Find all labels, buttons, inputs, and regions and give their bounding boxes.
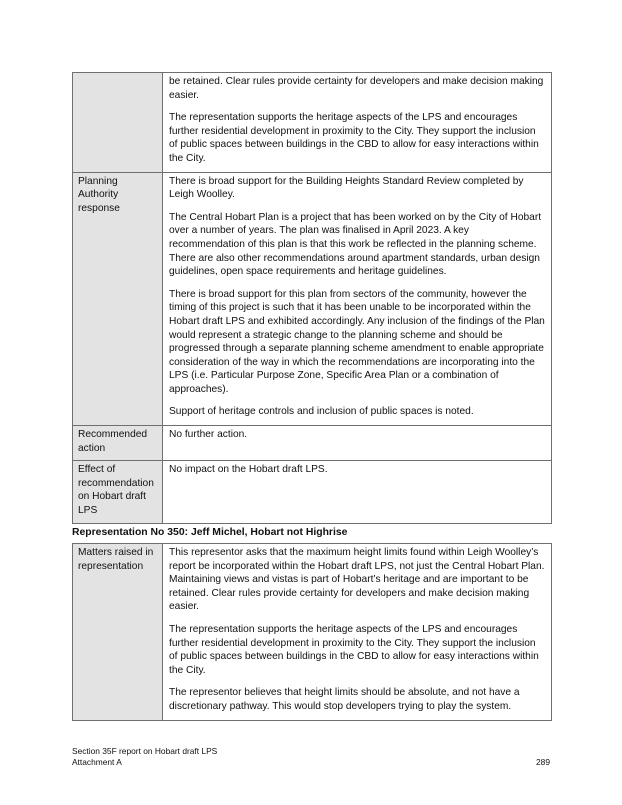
representation-heading: Representation No 350: Jeff Michel, Hobart not Highrise (72, 527, 348, 538)
row-label-planning-authority-response: Planning Authority response (73, 172, 163, 426)
row-label (73, 73, 163, 173)
footer-attachment: Attachment A (72, 757, 122, 767)
paragraph: No further action. (169, 429, 248, 441)
row-label-recommended-action: Recommended action (73, 426, 163, 461)
page-footer (72, 746, 217, 768)
row-label-effect-of-recommendation: Effect of recommendation on Hobart draft LPS (73, 461, 163, 524)
row-content (163, 544, 552, 721)
page-number: 289 (536, 757, 550, 767)
paragraph: The Central Hobart Plan is a project that has been worked on by the City of Hobart over a number of years. The plan was finalised in April 2023. A key recommendation of this plan is that this work be reflected in the planning scheme. There are also other recommendations around apartment standards, urban design guidelines, open space requirements and heritage guidelines. (169, 211, 542, 278)
paragraph: Support of heritage controls and inclusion of public spaces is noted. (169, 406, 474, 418)
paragraph: This representor asks that the maximum height limits found within Leigh Woolley’s report be incorporated within the Hobart draft LPS, not just the Central Hobart Plan. Maintaining views and vistas is part of Hobart’s heritage and are important to be retained. Clear rules provide certainty for developers and make decision making easier. (169, 547, 545, 613)
row-content (163, 426, 552, 461)
row-content (163, 73, 552, 173)
footer-report-title: Section 35F report on Hobart draft LPS (72, 746, 218, 756)
table-row (73, 73, 552, 173)
paragraph: The representation supports the heritage aspects of the LPS and encourages further residential development in proximity to the City. They support the inclusion of public spaces between buildings in the CBD to allow for easy interactions within the City. (169, 112, 539, 164)
paragraph: The representor believes that height limits should be absolute, and not have a discretionary pathway. This would stop developers trying to play the system. (169, 687, 520, 712)
paragraph: The representation supports the heritage aspects of the LPS and encourages further residential development in proximity to the City. They support the inclusion of public spaces between buildings in the CBD to allow for easy interactions within the City. (169, 623, 539, 676)
table-row (73, 461, 552, 524)
row-content (163, 172, 552, 426)
representation-table (72, 543, 552, 721)
table-row (73, 426, 552, 461)
table-row (73, 172, 552, 426)
paragraph: No impact on the Hobart draft LPS. (169, 464, 328, 476)
table-row (73, 544, 552, 721)
paragraph: be retained. Clear rules provide certainty for developers and make decision making easier. (169, 76, 544, 101)
recommendation-table-continued (72, 72, 552, 524)
paragraph: There is broad support for this plan from sectors of the community, however the timing of this project is such that it has been unable to be incorporated within the Hobart draft LPS and exhibited accordingly. Any inclusion of the findings of the Plan would represent a strategic change to the planning scheme and should be progressed through a separate planning scheme amendment to enable appropriate consideration of the way in which the recommendations are incorporating into the LPS (i.e. Particular Purpose Zone, Specific Area Plan or a combination of approaches). (169, 288, 545, 395)
row-content (163, 461, 552, 524)
paragraph: There is broad support for the Building Heights Standard Review completed by Leigh Woolley. (169, 175, 524, 201)
row-label-matters-raised: Matters raised in representation (73, 544, 163, 721)
